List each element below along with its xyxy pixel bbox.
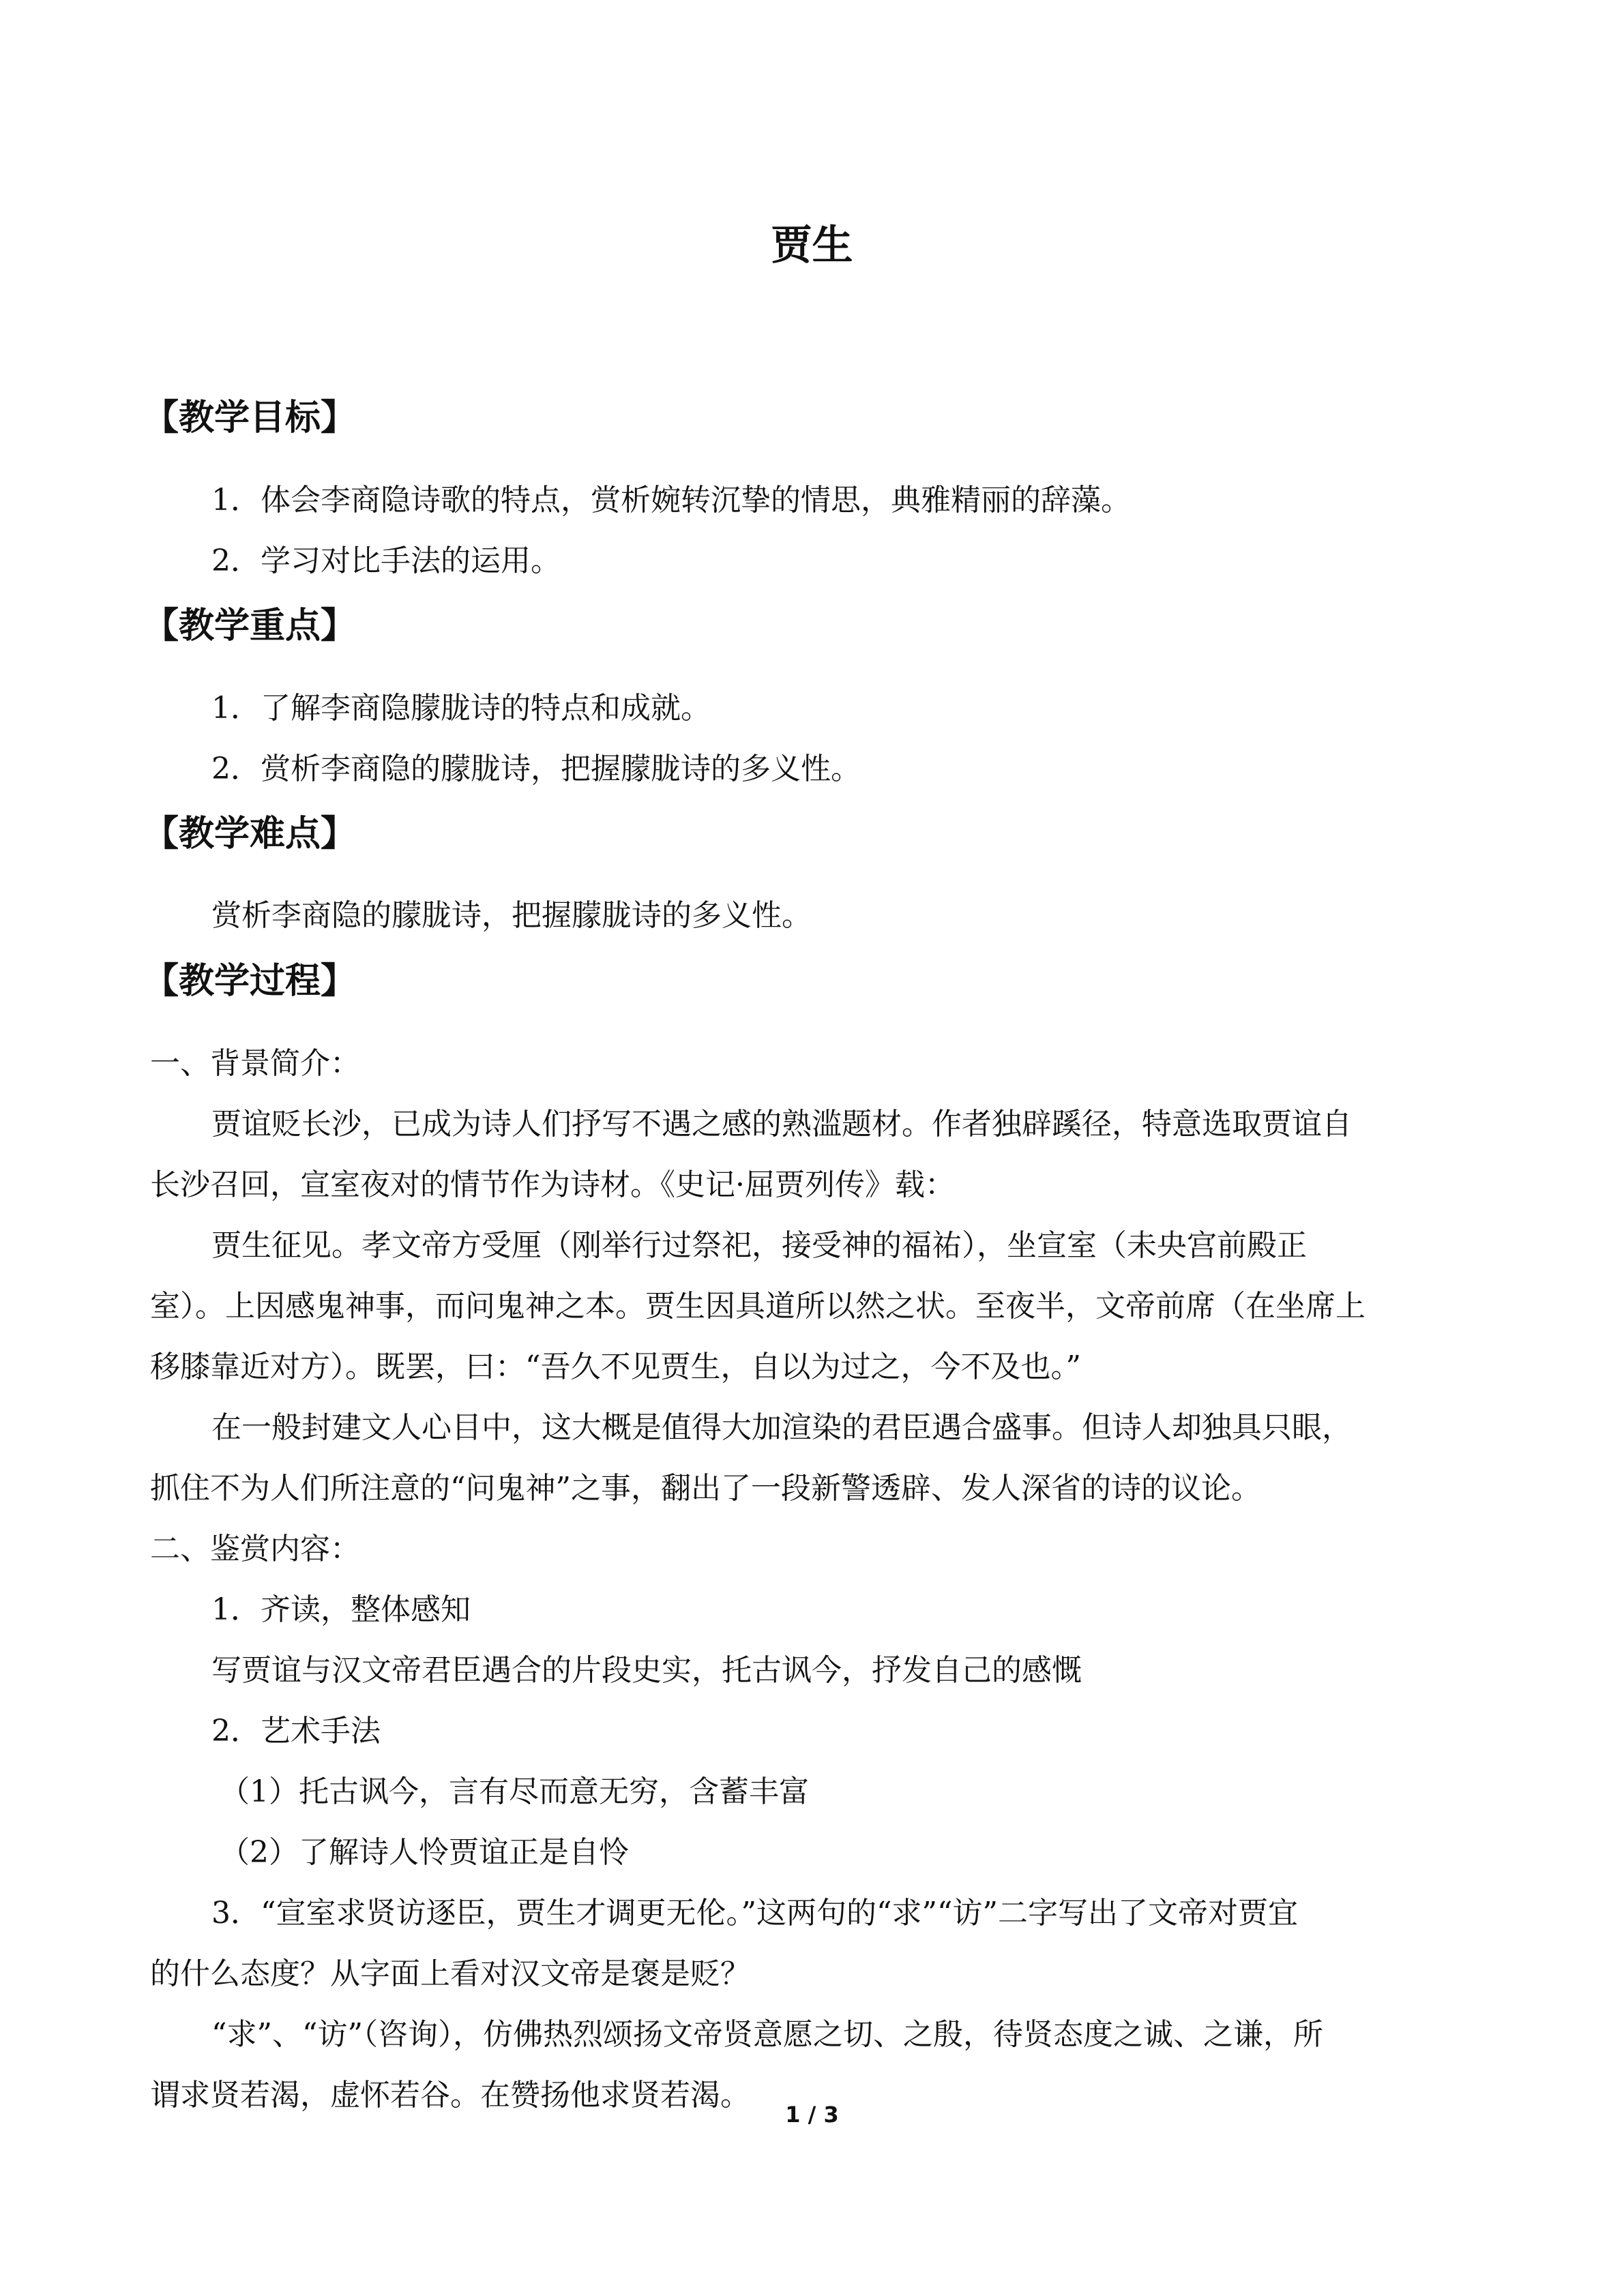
- process-line: 的什么态度？从字面上看对汉文帝是褒是贬？: [150, 1956, 750, 1991]
- process-line: （2）了解诗人怜贾谊正是自怜: [220, 1835, 629, 1870]
- process-line: 2．艺术手法: [211, 1714, 381, 1748]
- page-title: 贾生: [771, 222, 853, 269]
- process-line: 移膝靠近对方）。既罢，曰：“吾久不见贾生，自以为过之，今不及也。”: [150, 1350, 1081, 1384]
- key-point-item: 2．赏析李商隐的朦胧诗，把握朦胧诗的多义性。: [211, 751, 861, 786]
- process-line: 室）。上因感鬼神事，而问鬼神之本。贾生因具道所以然之状。至夜半，文帝前席（在坐席上: [150, 1289, 1365, 1324]
- heading-process: 【教学过程】: [143, 961, 357, 1002]
- process-line: 3．“宣室求贤访逐臣，贾生才调更无伦。”这两句的“求”“访”二字写出了文帝对贾宜: [211, 1896, 1298, 1930]
- heading-goals: 【教学目标】: [143, 398, 357, 438]
- process-line: 贾生征见。孝文帝方受厘（刚举行过祭祀，接受神的福祐），坐宣室（未央宫前殿正: [211, 1228, 1307, 1263]
- difficulty-item: 赏析李商隐的朦胧诗，把握朦胧诗的多义性。: [211, 898, 812, 933]
- process-line: 1．齐读，整体感知: [211, 1592, 471, 1627]
- goal-item: 1．体会李商隐诗歌的特点，赏析婉转沉挚的情思，典雅精丽的辞藻。: [211, 483, 1131, 518]
- page-number: 1 / 3: [785, 2102, 839, 2128]
- process-line: 在一般封建文人心目中，这大概是值得大加渲染的君臣遇合盛事。但诗人却独具只眼，: [211, 1410, 1352, 1445]
- process-line: 抓住不为人们所注意的“问鬼神”之事，翻出了一段新警透辟、发人深省的诗的议论。: [150, 1471, 1261, 1506]
- process-line: “求”、“访”（咨询），仿佛热烈颂扬文帝贤意愿之切、之殷，待贤态度之诚、之谦，所: [211, 2017, 1323, 2052]
- goal-item: 2．学习对比手法的运用。: [211, 543, 561, 578]
- process-line: 长沙召回，宣室夜对的情节作为诗材。《史记·屈贾列传》载：: [150, 1167, 955, 1202]
- process-line: 贾谊贬长沙，已成为诗人们抒写不遇之感的熟滥题材。作者独辟蹊径，特意选取贾谊自: [211, 1107, 1352, 1142]
- process-line: 写贾谊与汉文帝君臣遇合的片段史实，托古讽今，抒发自己的感慨: [211, 1653, 1082, 1688]
- heading-key-points: 【教学重点】: [143, 606, 357, 646]
- process-line: 二、鉴赏内容：: [150, 1532, 360, 1566]
- process-line: （1）托古讽今，言有尽而意无穷，含蓄丰富: [220, 1774, 809, 1809]
- process-line: 一、背景简介：: [150, 1046, 360, 1081]
- heading-difficulties: 【教学难点】: [143, 814, 357, 854]
- key-point-item: 1．了解李商隐朦胧诗的特点和成就。: [211, 691, 711, 726]
- process-line: 谓求贤若渴，虚怀若谷。在赞扬他求贤若渴。: [150, 2078, 750, 2113]
